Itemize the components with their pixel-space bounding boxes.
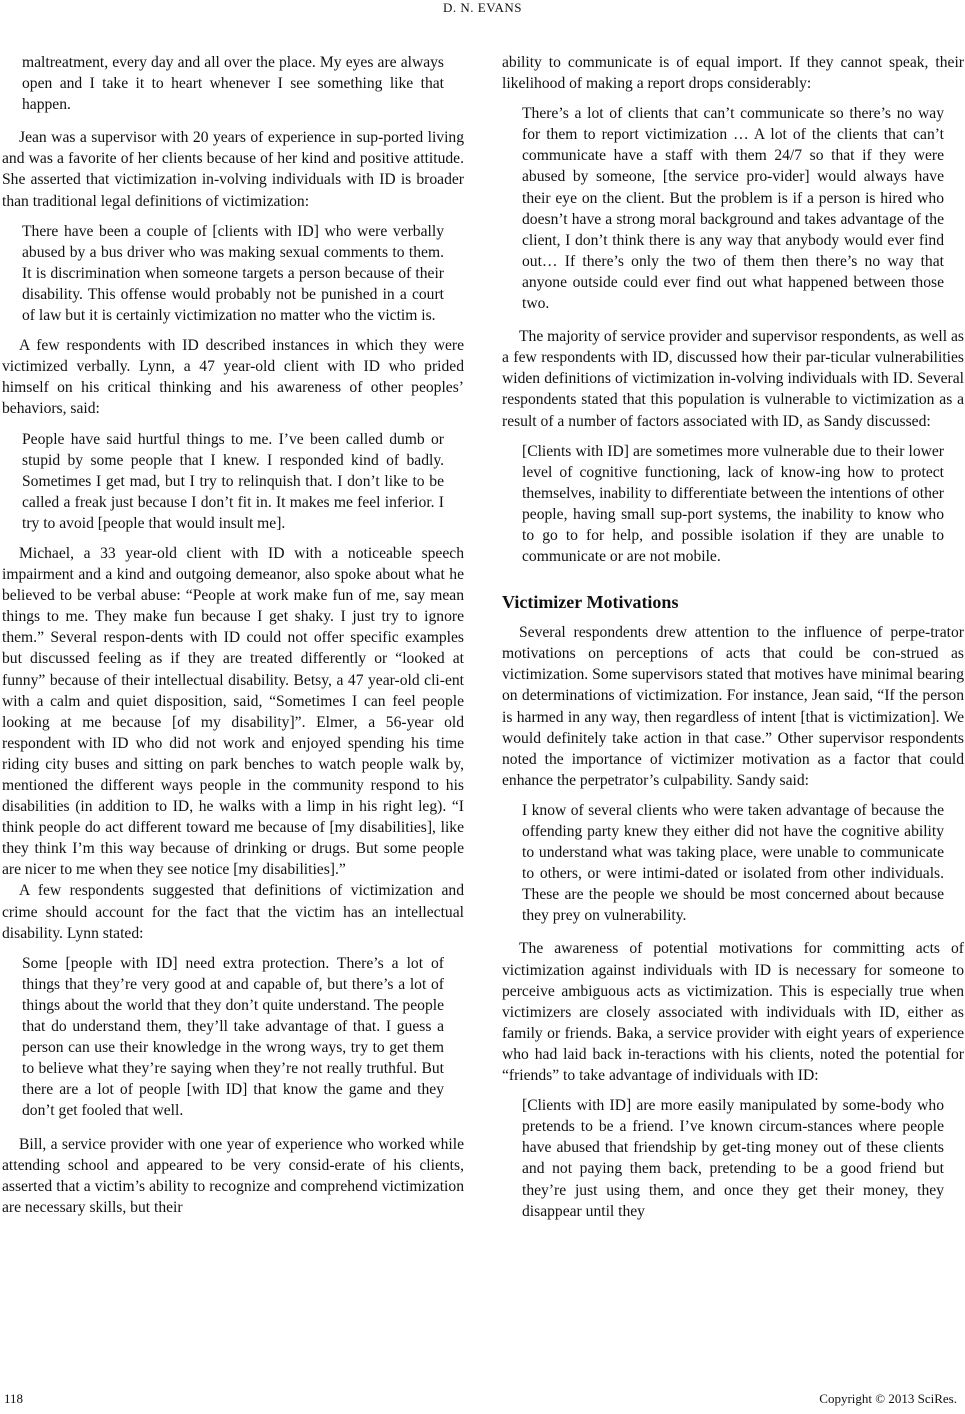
body-paragraph: The majority of service provider and supervisor respondents, as well as a few respondents with ID, discussed how their par-ticular vulnerabilities widen definitions of victimization in-volving individuals with ID. Several respondents stated that this population is vulnerable to victimization as a result of a number of factors associated with ID, as Sandy discussed: — [502, 328, 964, 430]
block-quote: [Clients with ID] are more easily manipulated by some-body who pretends to be a friend. I’ve known circum-stances where people have abused that friendship by get-ting money out of these clients and not paying them back, pretending to be a good friend but they’re just using them, and once they get their money, they disappear until they — [522, 1097, 944, 1220]
page-number: 118 — [4, 1391, 24, 1406]
body-paragraph: ability to communicate is of equal import. If they cannot speak, their likelihood of making a report drops considerably: — [502, 54, 964, 93]
body-paragraph: Jean was a supervisor with 20 years of experience in sup-ported living and was a favorite of her clients because of her kind and positive attitude. She asserted that victimization in-volving individuals with ID is broader than traditional legal definitions of victimization: — [2, 129, 464, 210]
copyright-notice: Copyright © 2013 SciRes. — [819, 1391, 957, 1406]
body-paragraph: The awareness of potential motivations for committing acts of victimization against individuals with ID is necessary for someone to perceive ambiguous acts as victimization. This is especially true when victimizers are closely associated with individuals with ID, either as family or friends. Baka, a service provider with eight years of experience who had laid back in-teractions with his clients, noted the potential for “friends” to take advantage of individuals with ID: — [502, 940, 964, 1085]
block-quote: [Clients with ID] are sometimes more vulnerable due to their lower level of cognitive functioning, lack of know-ing how to protect themselves, inability to differentiate between the intentions of other people, having small sup-port systems, the inability to know who to go to for help, and possible isolation if they are unable to communicate or are not mobile. — [522, 442, 944, 566]
body-paragraph: Bill, a service provider with one year of experience who worked while attending school and appeared to be very consid-erate of his clients, asserted that a victim’s ability to recognize and comprehend victimization are necessary skills, but their — [2, 1135, 464, 1216]
section-heading: Victimizer Motivations — [502, 592, 679, 613]
body-paragraph: A few respondents with ID described instances in which they were victimized verbally. Lynn, a 47 year-old client with ID who prided himself on his critical thinking and his awareness of other peoples’ behaviors, said: — [2, 337, 464, 418]
block-quote: People have said hurtful things to me. I’ve been called dumb or stupid by some people that I knew. I responded kind of badly. Sometimes I get mad, but I try to relinquish that. I don’t like to be called a freak just because I don’t fit in. It makes me feel inferior. I try to avoid [people that would insult me]. — [22, 430, 444, 532]
body-paragraph: Several respondents drew attention to the influence of perpe-trator motivations on perceptions of acts that could be con-strued as victimization. Some supervisors stated that motives have minimal bearing on determinations of victimization. For instance, Jean said, “If the person is harmed in any way, then regardless of intent [that is victimization]. We would definitely take action in that case.” Other supervisor respondents noted the importance of victimizer motivation as a factor that could enhance the perpetrator’s culpability. Sandy said: — [502, 624, 964, 789]
block-quote: Some [people with ID] need extra protection. There’s a lot of things that they’re very good at and capable of, but there’s a lot of things about the world that they don’t quite understand. The people that do understand them, they’ll take advantage of that. I guess a person can use their knowledge in the wrong ways, try to get them to believe what they’re saying when they’re not really truthful. But there are a lot of people [with ID] that know the game and they don’t get fooled that well. — [22, 954, 444, 1120]
block-quote: maltreatment, every day and all over the place. My eyes are always open and I take it to heart whenever I see something like that happen. — [22, 54, 444, 114]
left-column — [2, 52, 464, 1218]
body-paragraph: Michael, a 33 year-old client with ID with a noticeable speech impairment and a kind and outgoing demeanor, also spoke about what he believed to be verbal abuse: “People at work make fun of me, say mean things to me. They make fun because I get shaky. I just try to ignore them.” Several respon-dents with ID could not offer specific examples but discussed feeling as if they are treated differently or “looked at funny” because of their intellectual disability. Betsy, a 47 year-old cli-ent with a calm and quiet disposition, said, “Sometimes I can feel people looking at me because [of my disability]”. Elmer, a 56-year old respondent with ID who did not work and enjoyed spending his time riding city buses and sitting on park benches to watch people walk by, mentioned the different ways people in the community respond to his disabilities (in addition to ID, he walks with a limp in his right leg). “I think people do act different toward me because of [my disabilities], like they think I’m this way because of drinking or drugs. But some people are nicer to me when they see notice [my disabilities].” — [2, 544, 464, 879]
block-quote: There’s a lot of clients that can’t communicate so there’s no way for them to report victimization … A lot of the clients that can’t communicate have a staff with them 24/7 so that if they were abused by someone, [the service pro-vider] would always have their eye on the client. But the problem is if a person is hired who doesn’t have a strong moral background and takes advantage of the client, I don’t think there is any way that anybody would ever find out… If there’s only the two of them then there’s no way that anyone outside could ever find out what happened between those two. — [522, 105, 944, 313]
right-column — [502, 52, 964, 1222]
block-quote: I know of several clients who were taken advantage of because the offending party knew they either did not have the cognitive ability to understand what was taking place, were unable to communicate to others, or were intimi-dated or isolated from other individuals. These are the people we should be most concerned about because they prey on vulnerability. — [522, 801, 944, 925]
body-paragraph: A few respondents suggested that definitions of victimization and crime should account for the fact that the victim has an intellectual disability. Lynn stated: — [2, 882, 464, 942]
running-head: D. N. EVANS — [443, 0, 522, 15]
block-quote: There have been a couple of [clients with ID] who were verbally abused by a bus driver who was making sexual comments to them. It is discrimination when someone targets a person because of their disability. This offense would probably not be punished in a court of law but it is certainly victimization no matter who the victim is. — [22, 222, 444, 325]
